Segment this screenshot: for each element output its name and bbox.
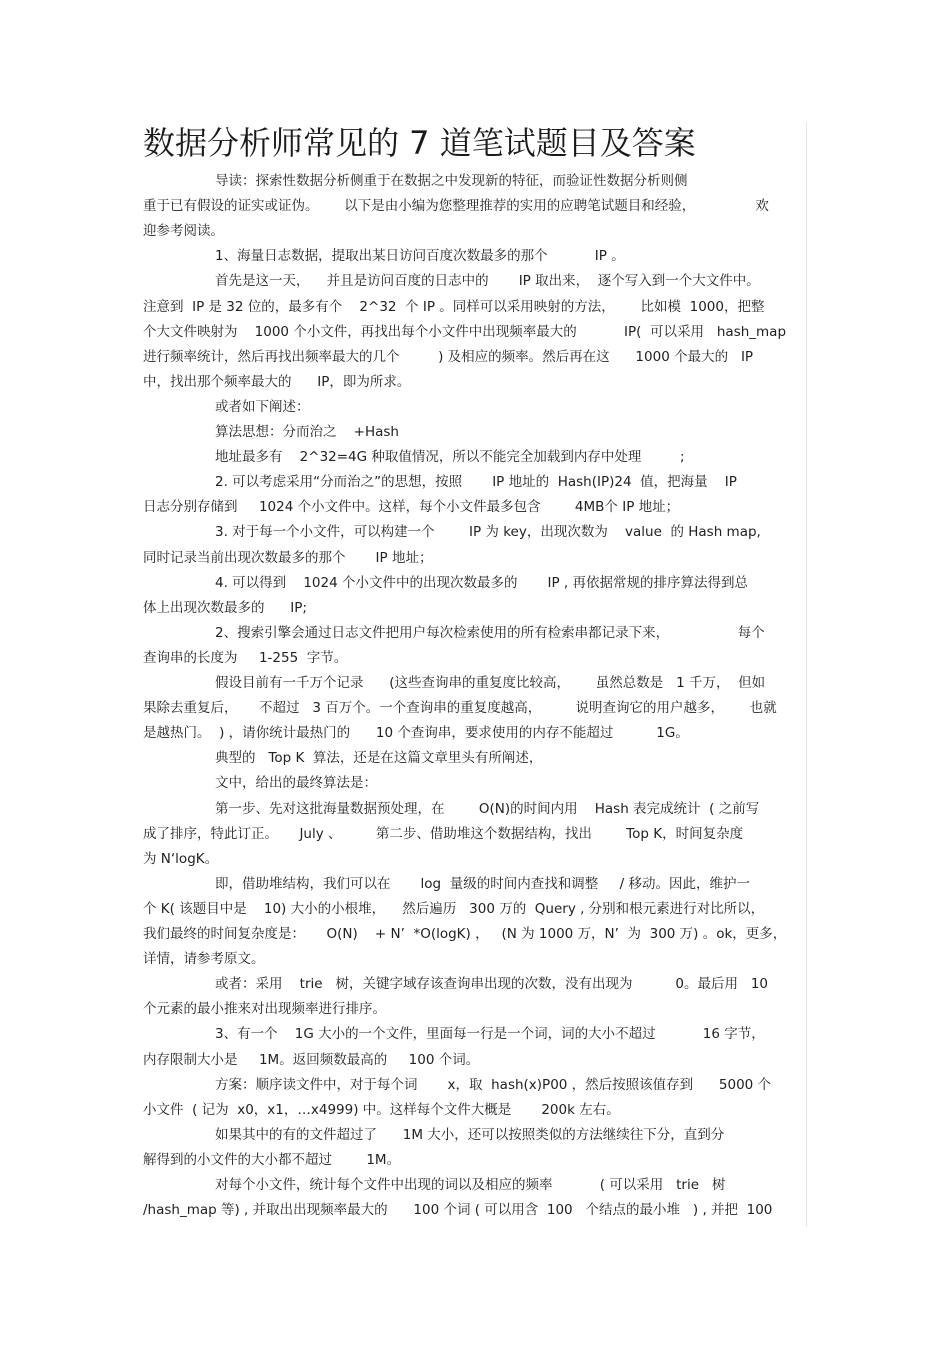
body-line: 算法思想：分而治之 +Hash: [215, 424, 399, 440]
body-line: 1、海量日志数据，提取出某日访问百度次数最多的那个 IP 。: [215, 248, 625, 264]
body-line: 文中，给出的最终算法是：: [215, 775, 377, 791]
document-title: 数据分析师常见的 7 道笔试题目及答案: [143, 124, 696, 162]
body-line: 进行频率统计，然后再找出频率最大的几个 ) 及相应的频率。然后再在这 1000 个最大的 IP: [143, 349, 754, 365]
body-line: 即，借助堆结构，我们可以在 log 量级的时间内查找和调整 / 移动。因此，维护一: [215, 876, 750, 892]
body-line: 迎参考阅读。: [143, 223, 224, 239]
body-line: 是越热门。 ) ，请你统计最热门的 10 个查询串，要求使用的内存不能超过 1G。: [143, 725, 689, 741]
body-line: 典型的 Top K 算法，还是在这篇文章里头有所阐述，: [215, 750, 543, 766]
body-line: 2、搜索引擎会通过日志文件把用户每次检索使用的所有检索串都记录下来， 每个: [215, 625, 765, 641]
body-line: 首先是这一天， 并且是访问百度的日志中的 IP 取出来， 逐个写入到一个大文件中。: [215, 273, 760, 289]
body-line: 2. 可以考虑采用“分而治之”的思想，按照 IP 地址的 Hash(IP)24 值，把海量 IP: [215, 474, 737, 490]
body-line: /hash_map 等) , 并取出出现频率最大的 100 个词 ( 可以用含 100 个结点的最小堆 ) , 并把 100: [143, 1202, 773, 1218]
body-line: 个大文件映射为 1000 个小文件，再找出每个小文件中出现频率最大的 IP( 可以采用 hash_map: [143, 324, 787, 340]
body-line: 或者如下阐述：: [215, 399, 310, 415]
body-line: 查询串的长度为 1-255 字节。: [143, 650, 348, 666]
body-line: 个 K( 该题目中是 10) 大小的小根堆， 然后遍历 300 万的 Query , 分别和根元素进行对比所以，: [143, 901, 765, 917]
body-line: 日志分别存储到 1024 个小文件中。这样，每个小文件最多包含 4MB个 IP 地址；: [143, 499, 680, 515]
body-line: 重于已有假设的证实或证伪。 以下是由小编为您整理推荐的实用的应聘笔试题目和经验， 欢: [143, 198, 769, 214]
body-line: 对每个小文件，统计每个文件中出现的词以及相应的频率 ( 可以采用 trie 树: [215, 1177, 726, 1193]
body-line: 注意到 IP 是 32 位的，最多有个 2^32 个 IP 。同样可以采用映射的方法， 比如模 1000，把整: [143, 299, 765, 315]
body-line: 同时记录当前出现次数最多的那个 IP 地址；: [143, 550, 433, 566]
body-line: 3、有一个 1G 大小的一个文件，里面每一行是一个词，词的大小不超过 16 字节，: [215, 1026, 765, 1042]
body-line: 如果其中的有的文件超过了 1M 大小，还可以按照类似的方法继续往下分，直到分: [215, 1127, 725, 1143]
body-line: 内存限制大小是 1M。返回频数最高的 100 个词。: [143, 1052, 480, 1068]
body-line: 4. 可以得到 1024 个小文件中的出现次数最多的 IP , 再依据常规的排序算法得到总: [215, 575, 749, 591]
body-line: 体上出现次数最多的 IP;: [143, 600, 307, 616]
body-line: 第一步、先对这批海量数据预处理，在 O(N)的时间内用 Hash 表完成统计 ( 之前写: [215, 801, 760, 817]
body-line: 我们最终的时间复杂度是： O(N) + N’ *O(logK) ， (N 为 1000 万，N’ 为 300 万) 。ok，更多，: [143, 926, 787, 942]
body-line: 解得到的小文件的大小都不超过 1M。: [143, 1152, 401, 1168]
body-line: 果除去重复后， 不超过 3 百万个。一个查询串的重复度越高， 说明查询它的用户越多， 也就: [143, 700, 777, 716]
body-line: 为 N‘logK。: [143, 851, 219, 867]
body-line: 个元素的最小推来对出现频率进行排序。: [143, 1001, 386, 1017]
body-line: 小文件 ( 记为 x0，x1，…x4999) 中。这样每个文件大概是 200k 左右。: [143, 1102, 620, 1118]
body-line: 方案：顺序读文件中，对于每个词 x，取 hash(x)P00 ，然后按照该值存到 5000 个: [215, 1077, 772, 1093]
body-line: 假设目前有一千万个记录 (这些查询串的重复度比较高， 虽然总数是 1 千万， 但如: [215, 675, 766, 691]
body-line: 3. 对于每一个小文件，可以构建一个 IP 为 key，出现次数为 value 的 Hash map,: [215, 524, 761, 540]
body-line: 地址最多有 2^32=4G 种取值情况，所以不能完全加载到内存中处理 ;: [215, 449, 685, 465]
body-line: 导读：探索性数据分析侧重于在数据之中发现新的特征，而验证性数据分析则侧: [215, 173, 688, 189]
body-line: 或者：采用 trie 树，关键字域存该查询串出现的次数，没有出现为 0。最后用 10: [215, 976, 768, 992]
body-line: 中，找出那个频率最大的 IP，即为所求。: [143, 374, 411, 390]
body-line: 详情，请参考原文。: [143, 951, 265, 967]
body-line: 成了排序，特此订正。 July 、 第二步、借助堆这个数据结构，找出 Top K，时间复杂度: [143, 826, 744, 842]
